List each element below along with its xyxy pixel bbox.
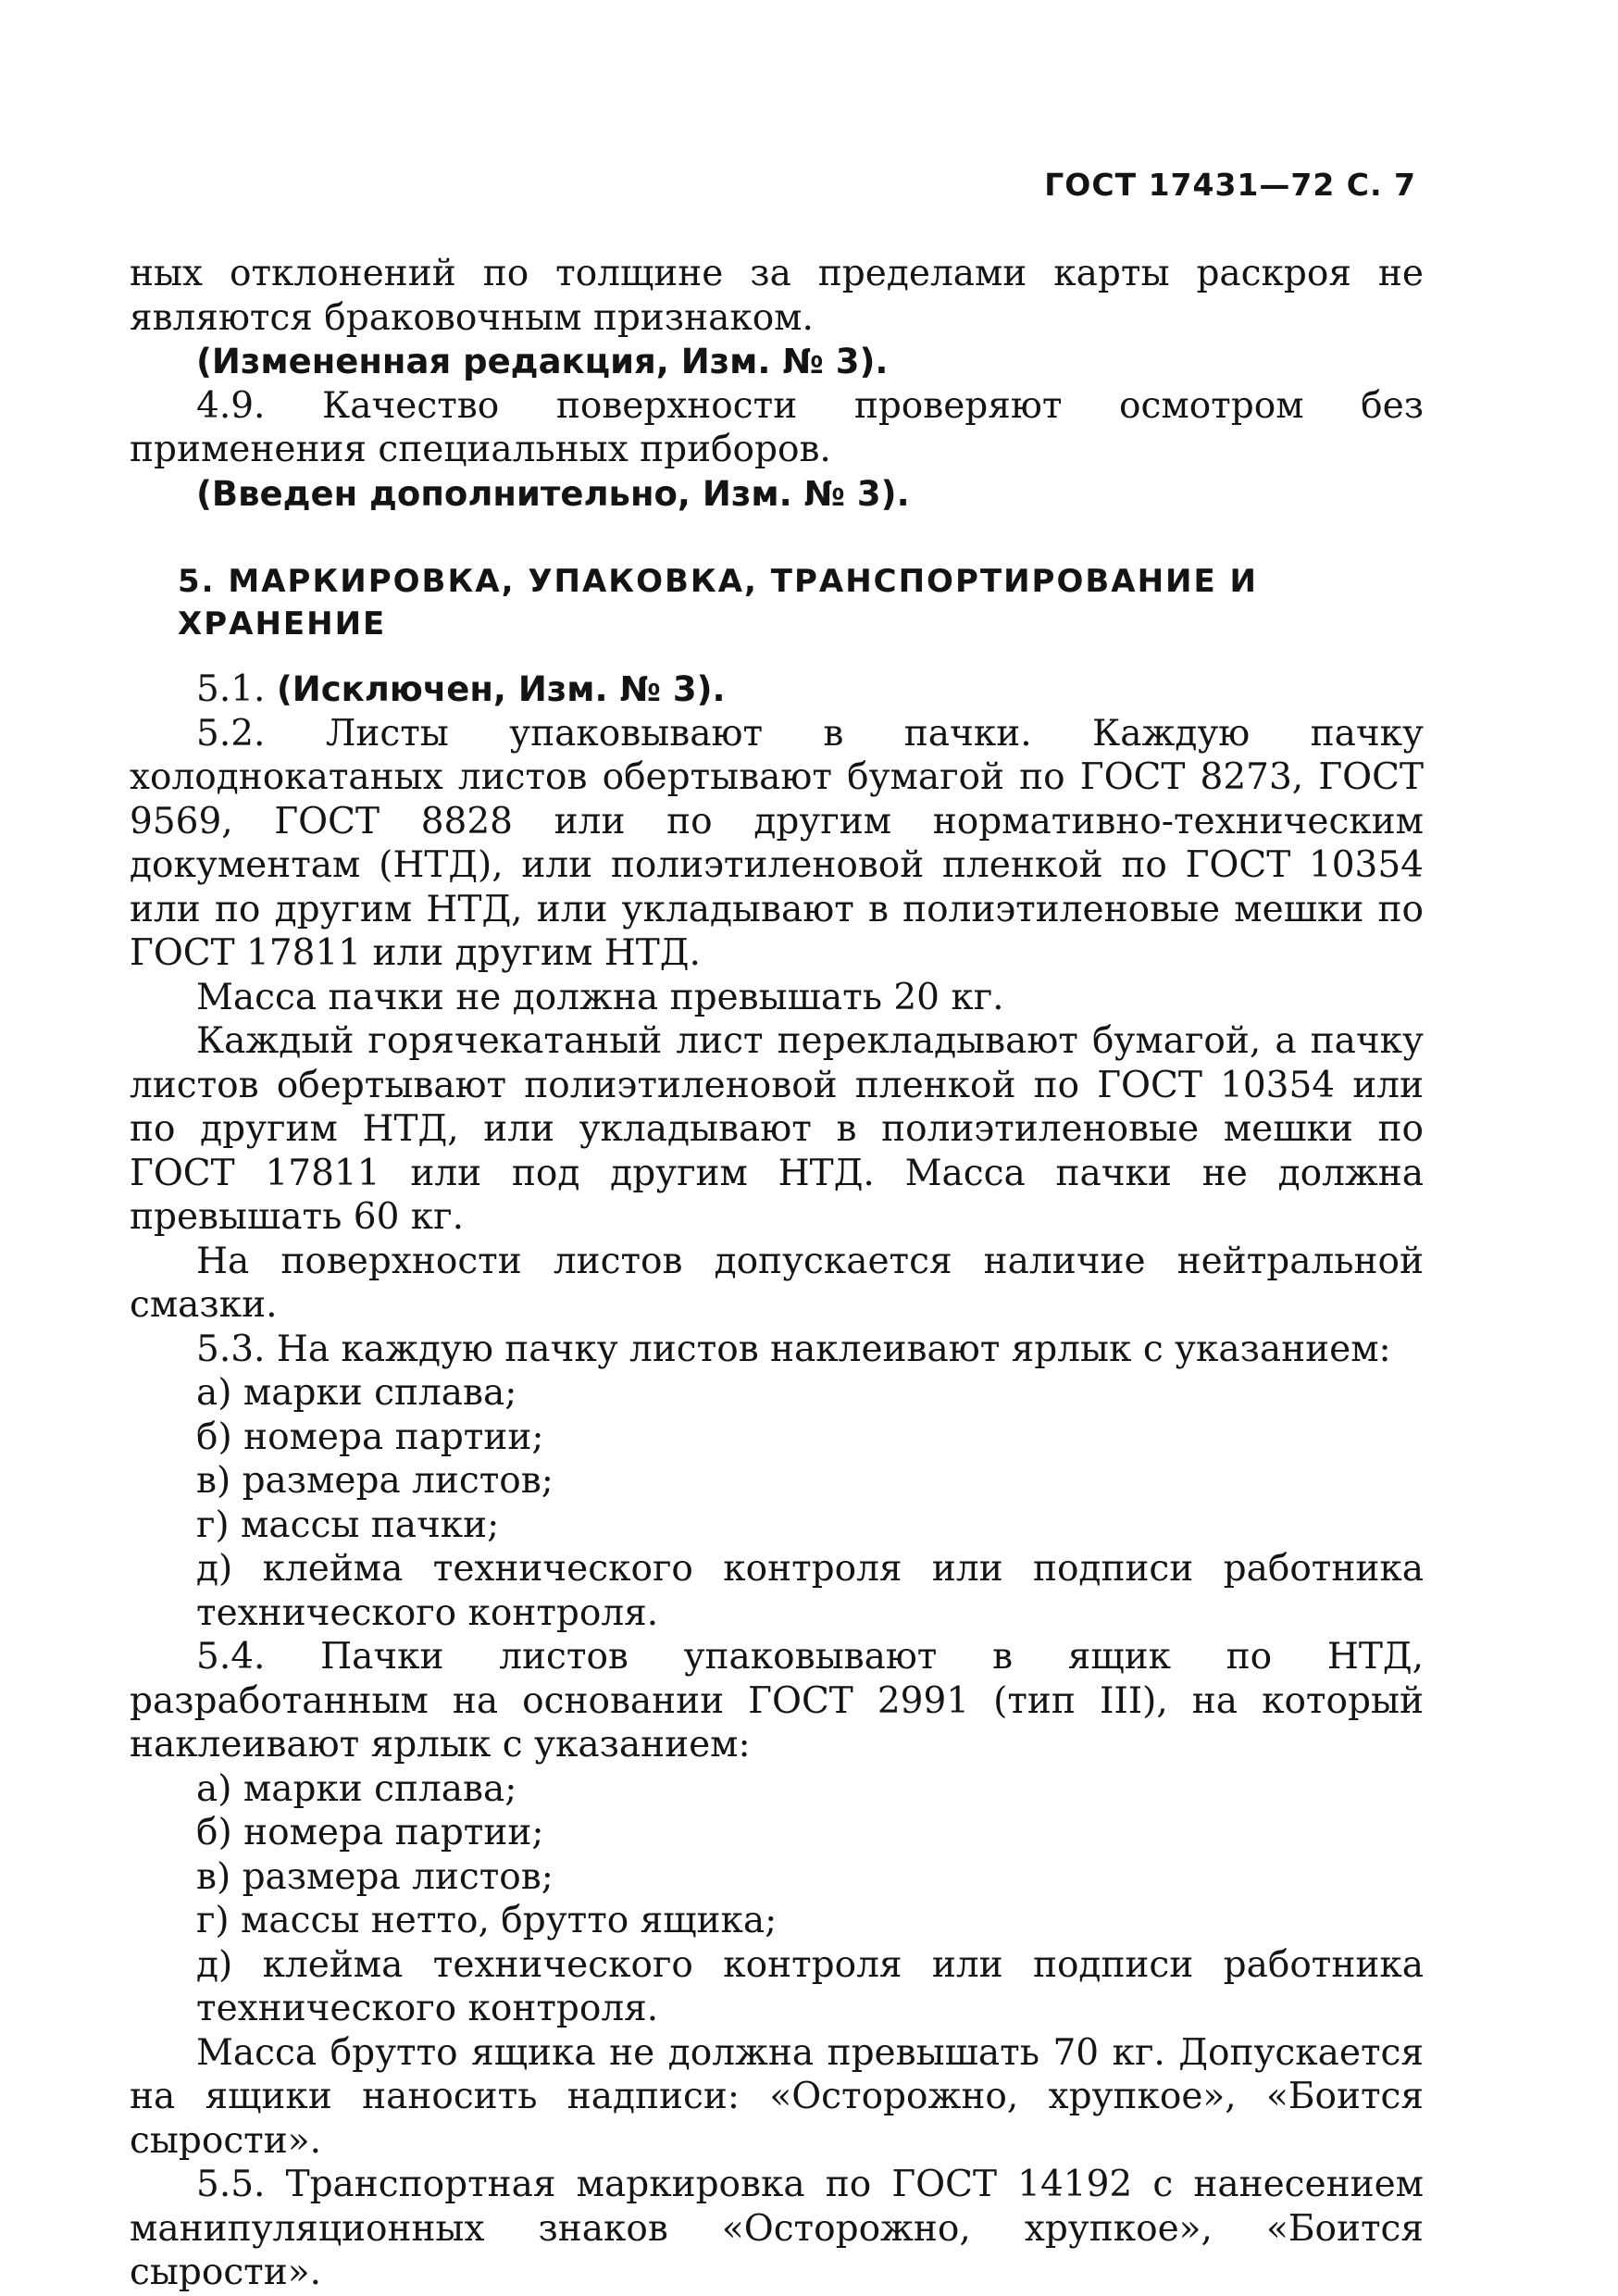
list-item: б) номера партии; bbox=[196, 1416, 544, 1458]
paragraph-5-4: 5.4. Пачки листов упаковывают в ящик по НТД, разработанным на основании ГОСТ 2991 (тип III), на который наклеивают ярлык с указанием: bbox=[130, 1636, 1424, 1766]
list-item: а) марки сплава; bbox=[196, 1767, 517, 1810]
page-header: ГОСТ 17431—72 С. 7 bbox=[1044, 167, 1416, 203]
paragraph-continuation: ных отклонений по толщине за пределами карты раскроя не являются браковочным признаком. bbox=[130, 253, 1424, 339]
paragraph-hot-rolled: Каждый горячекатаный лист перекладывают бумагой, а пачку листов обертывают полиэтиленовой пленкой по ГОСТ 10354 или по другим НТД, или укладывают в полиэтиленовые мешки по ГОСТ 17811 или под другим НТД. Масса пачки не должна превышать 60 кг. bbox=[130, 1020, 1424, 1238]
paragraph-5-2: 5.2. Листы упаковывают в пачки. Каждую пачку холоднокатаных листов обертывают бумагой по ГОСТ 8273, ГОСТ 9569, ГОСТ 8828 или по другим нормативно-техническим документам (НТД), или полиэтиленовой пленкой по ГОСТ 10354 или по другим НТД, или укладывают в полиэтиленовые мешки по ГОСТ 17811 или другим НТД. bbox=[130, 712, 1424, 974]
paragraph-5-5: 5.5. Транспортная маркировка по ГОСТ 14192 с нанесением манипуляционных знаков «Осторожно, хрупкое», «Боится сырости». bbox=[130, 2164, 1424, 2293]
list-item: г) массы пачки; bbox=[196, 1504, 500, 1546]
paragraph-5-1 bbox=[130, 668, 1424, 712]
paragraph-grease: На поверхности листов допускается наличие нейтральной смазки. bbox=[130, 1240, 1424, 1326]
paragraph-gross-mass: Масса брутто ящика не должна превышать 70 кг. Допускается на ящики наносить надписи: «Осторожно, хрупкое», «Боится сырости». bbox=[130, 2031, 1424, 2162]
list-item: а) марки сплава; bbox=[196, 1372, 517, 1414]
list-item: в) размера листов; bbox=[196, 1855, 554, 1898]
paragraph-mass-limit: Масса пачки не должна превышать 20 кг. bbox=[196, 976, 1004, 1018]
list-item: в) размера листов; bbox=[196, 1460, 554, 1502]
clause-excluded-note: (Исключен, Изм. № 3). bbox=[276, 669, 726, 709]
list-item: д) клейма технического контроля или подписи работника технического контроля. bbox=[196, 1548, 1424, 1634]
list-item: д) клейма технического контроля или подписи работника технического контроля. bbox=[196, 1943, 1424, 2029]
list-item: б) номера партии; bbox=[196, 1812, 544, 1853]
edition-note: (Введен дополнительно, Изм. № 3). bbox=[196, 473, 910, 514]
edition-note: (Измененная редакция, Изм. № 3). bbox=[196, 342, 889, 381]
list-item: г) массы нетто, брутто ящика; bbox=[196, 1900, 778, 1941]
paragraph-4-9: 4.9. Качество поверхности проверяют осмотром без применения специальных приборов. bbox=[130, 384, 1424, 470]
section-heading: 5. МАРКИРОВКА, УПАКОВКА, ТРАНСПОРТИРОВАНИЕ И ХРАНЕНИЕ bbox=[178, 563, 1259, 643]
document-body bbox=[130, 252, 1424, 2295]
clause-number: 5.1. bbox=[196, 668, 266, 710]
paragraph-5-3: 5.3. На каждую пачку листов наклеивают ярлык с указанием: bbox=[196, 1328, 1391, 1370]
